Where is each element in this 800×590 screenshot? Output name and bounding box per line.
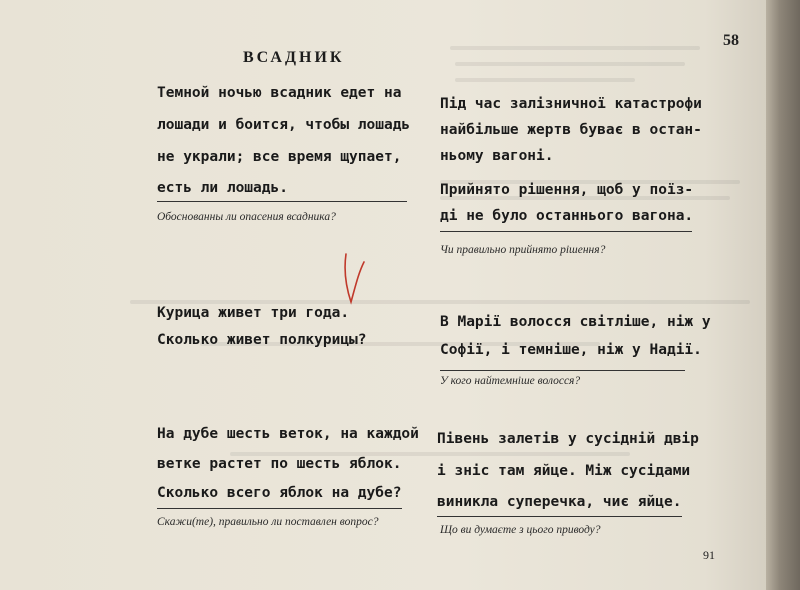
text-line: Під час залізничної катастрофи	[440, 96, 702, 112]
text-line: Сколько живет полкурицы?	[157, 332, 367, 348]
text-line: есть ли лошадь.	[157, 180, 288, 196]
question-text: У кого найтемніше волосся?	[440, 375, 581, 387]
divider	[157, 508, 402, 509]
pen-mark	[338, 248, 370, 310]
text-line: ді не було останнього вагона.	[440, 208, 694, 224]
question-text: Що ви думаєте з цього приводу?	[440, 524, 601, 536]
bleed-through	[455, 78, 635, 82]
text-line: ньому вагоні.	[440, 148, 554, 164]
text-line: В Марії волосся світліше, ніж у	[440, 314, 711, 330]
text-line: Темной ночью всадник едет на	[157, 85, 402, 101]
text-line: Сколько всего яблок на дубе?	[157, 485, 402, 501]
text-line: Софії, і темніше, ніж у Надії.	[440, 342, 702, 358]
divider	[440, 231, 692, 232]
text-line: Курица живет три года.	[157, 305, 350, 321]
text-line: На дубе шесть веток, на каждой	[157, 426, 419, 442]
text-line: Прийнято рішення, щоб у поїз-	[440, 182, 694, 198]
question-text: Обоснованны ли опасения всадника?	[157, 211, 336, 223]
page-number-top: 58	[723, 32, 739, 49]
text-line: ветке растет по шесть яблок.	[157, 456, 402, 472]
page-number-bottom: 91	[703, 548, 715, 562]
bleed-through	[130, 300, 750, 304]
text-line: найбільше жертв буває в остан-	[440, 122, 702, 138]
text-line: виникла суперечка, чиє яйце.	[437, 494, 682, 510]
divider	[157, 201, 407, 202]
text-line: Півень залетів у сусідній двір	[437, 431, 699, 447]
divider	[437, 516, 682, 517]
book-spine	[766, 0, 800, 590]
text-line: і зніс там яйце. Між сусідами	[437, 463, 691, 479]
question-text: Чи правильно прийнято рішення?	[440, 244, 606, 256]
bleed-through	[455, 62, 685, 66]
divider	[440, 370, 685, 371]
text-line: не украли; все время щупает,	[157, 149, 402, 165]
question-text: Скажи(те), правильно ли поставлен вопрос?	[157, 516, 379, 528]
section-title: ВСАДНИК	[243, 49, 345, 66]
text-line: лошади и боится, чтобы лошадь	[157, 117, 411, 133]
bleed-through	[450, 46, 700, 50]
